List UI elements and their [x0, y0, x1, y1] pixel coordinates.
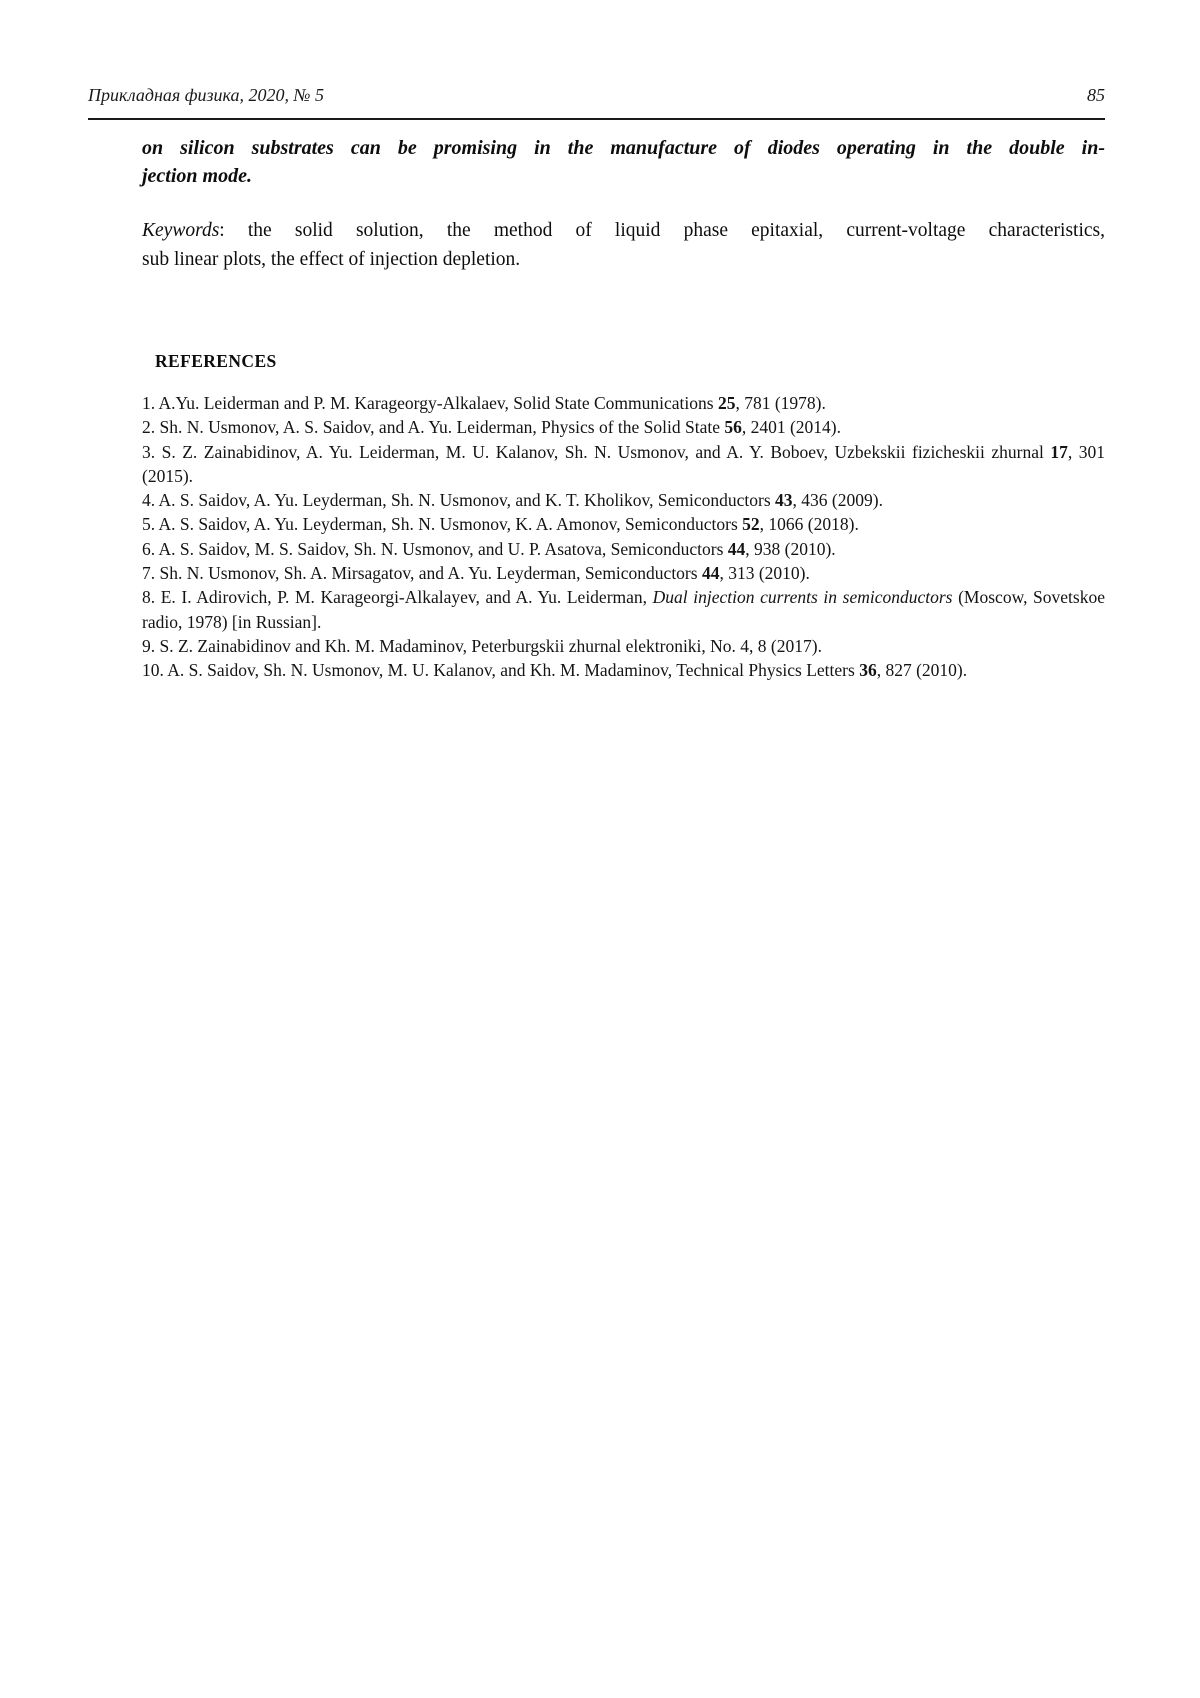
reference-segment: (Moscow, Sovetskoe radio, 1978) [in Russian]. [142, 587, 1105, 632]
reference-item [142, 585, 1105, 634]
reference-item [142, 415, 1105, 439]
journal-title: Прикладная физика, 2020, № 5 [88, 85, 324, 105]
reference-segment: 10. A. S. Saidov, Sh. N. Usmonov, M. U. Kalanov, and Kh. M. Madaminov, Technical Physics Letters [142, 660, 860, 681]
reference-item [142, 488, 1105, 512]
reference-segment: 56 [724, 417, 742, 438]
reference-segment: Dual injection currents in semiconductors [652, 587, 953, 608]
reference-segment: 9. S. Z. Zainabidinov and Kh. M. Madaminov, Peterburgskii zhurnal elektroniki, No. 4, 8 (2017). [142, 635, 822, 656]
reference-item [142, 537, 1105, 561]
reference-segment: 17 [1050, 441, 1068, 462]
keywords-line-1-rest: : the solid solution, the method of liquid phase epitaxial, current-voltage characteristics, [219, 220, 1105, 241]
references-heading: REFERENCES [155, 351, 277, 371]
keywords-paragraph [142, 217, 1105, 274]
reference-segment: 44 [727, 538, 746, 559]
conclusion-paragraph [142, 134, 1105, 190]
reference-segment: , 2401 (2014). [741, 417, 842, 438]
reference-segment: 4. A. S. Saidov, A. Yu. Leyderman, Sh. N. Usmonov, and K. T. Kholikov, Semiconductors [142, 490, 776, 511]
reference-segment: 1. A.Yu. Leiderman and P. M. Karageorgy-Alkalaev, Solid State Communications [142, 393, 718, 413]
keywords-line-1 [142, 217, 1105, 246]
reference-segment: 25 [717, 393, 736, 413]
reference-segment: 6. A. S. Saidov, M. S. Saidov, Sh. N. Usmonov, and U. P. Asatova, Semiconductors [142, 538, 728, 559]
reference-segment: 3. S. Z. Zainabidinov, A. Yu. Leiderman, M. U. Kalanov, Sh. N. Usmonov, and A. Y. Boboev, Uzbekskii fizicheskii zhurnal [142, 441, 1051, 462]
reference-segment: , 781 (1978). [735, 393, 826, 413]
page-number: 85 [1087, 85, 1105, 105]
keywords-label: Keywords [142, 220, 220, 241]
reference-segment: , 313 (2010). [719, 563, 810, 584]
reference-segment: 2. Sh. N. Usmonov, A. S. Saidov, and A. Yu. Leiderman, Physics of the Solid State [142, 417, 725, 438]
conclusion-line-1: on silicon substrates can be promising in the manufacture of diodes operating in the double in- [142, 137, 1105, 159]
reference-segment: , 1066 (2018). [759, 514, 859, 535]
reference-segment: 5. A. S. Saidov, A. Yu. Leyderman, Sh. N. Usmonov, K. A. Amonov, Semiconductors [142, 514, 743, 535]
references-list [142, 391, 1105, 683]
reference-item [142, 440, 1105, 489]
reference-item [142, 561, 1105, 585]
reference-segment: 36 [859, 660, 877, 681]
reference-segment: 7. Sh. N. Usmonov, Sh. A. Mirsagatov, and A. Yu. Leyderman, Semiconductors [142, 563, 702, 584]
reference-item [142, 658, 1105, 682]
reference-item [142, 512, 1105, 536]
conclusion-line-2: jection mode. [142, 165, 252, 187]
reference-segment: 52 [742, 514, 760, 535]
reference-segment: , 938 (2010). [745, 538, 836, 559]
keywords-line-2: sub linear plots, the effect of injection depletion. [142, 248, 521, 270]
reference-item [142, 634, 1105, 658]
reference-segment: 43 [775, 490, 793, 511]
reference-segment: , 436 (2009). [792, 490, 883, 511]
running-head [88, 84, 1105, 106]
article-body [142, 134, 1105, 683]
reference-segment: , 827 (2010). [876, 660, 968, 681]
reference-segment: 8. E. I. Adirovich, P. M. Karageorgi-Alkalayev, and A. Yu. Leiderman, [142, 587, 653, 608]
reference-segment: 44 [701, 563, 720, 584]
reference-segment: , 301 (2015). [142, 441, 1105, 486]
header-rule [88, 118, 1105, 120]
reference-item [142, 391, 1105, 415]
